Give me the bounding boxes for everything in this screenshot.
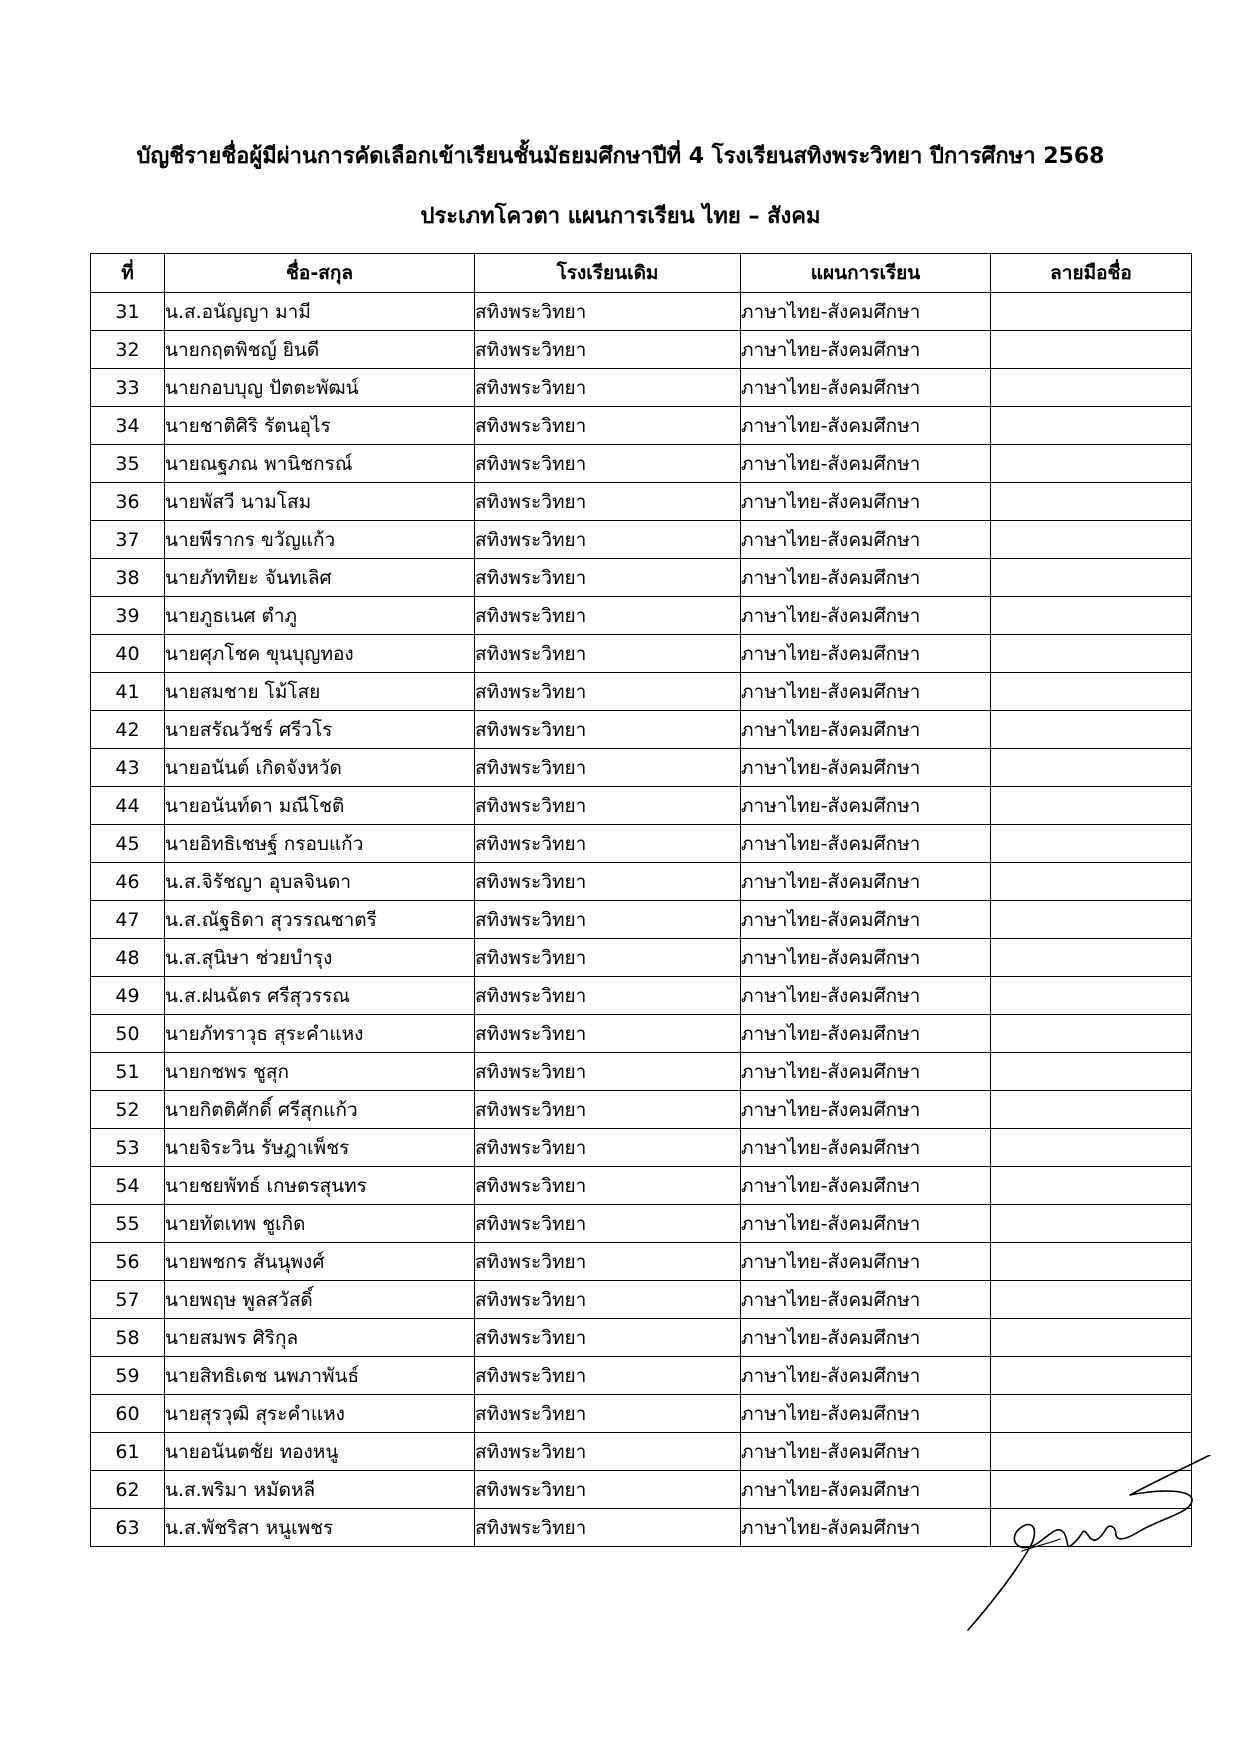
signature-cell — [991, 749, 1192, 787]
study-plan: ภาษาไทย-สังคมศึกษา — [741, 1471, 991, 1509]
table-row — [91, 977, 1192, 1015]
student-name: นายศุภโชค ขุนบุญทอง — [165, 635, 475, 673]
row-number: 46 — [91, 863, 165, 901]
student-name: นายชยพัทธ์ เกษตรสุนทร — [165, 1167, 475, 1205]
former-school: สทิงพระวิทยา — [475, 1167, 741, 1205]
student-name: นายกิตติศักดิ์ ศรีสุกแก้ว — [165, 1091, 475, 1129]
former-school: สทิงพระวิทยา — [475, 863, 741, 901]
study-plan: ภาษาไทย-สังคมศึกษา — [741, 369, 991, 407]
former-school: สทิงพระวิทยา — [475, 1357, 741, 1395]
study-plan: ภาษาไทย-สังคมศึกษา — [741, 1015, 991, 1053]
signature-cell — [991, 1395, 1192, 1433]
row-number: 53 — [91, 1129, 165, 1167]
table-row — [91, 445, 1192, 483]
table-row — [91, 559, 1192, 597]
student-name: น.ส.จิรัชญา อุบลจินดา — [165, 863, 475, 901]
study-plan: ภาษาไทย-สังคมศึกษา — [741, 1509, 991, 1547]
student-name: นายพัสวี นามโสม — [165, 483, 475, 521]
signature-cell — [991, 369, 1192, 407]
table-row — [91, 1167, 1192, 1205]
study-plan: ภาษาไทย-สังคมศึกษา — [741, 1205, 991, 1243]
former-school: สทิงพระวิทยา — [475, 1243, 741, 1281]
former-school: สทิงพระวิทยา — [475, 559, 741, 597]
signature-cell — [991, 521, 1192, 559]
study-plan: ภาษาไทย-สังคมศึกษา — [741, 597, 991, 635]
row-number: 63 — [91, 1509, 165, 1547]
student-name: นายสิทธิเดช นพภาพันธ์ — [165, 1357, 475, 1395]
student-list-table — [90, 253, 1192, 1547]
row-number: 32 — [91, 331, 165, 369]
row-number: 33 — [91, 369, 165, 407]
row-number: 38 — [91, 559, 165, 597]
table-row — [91, 1053, 1192, 1091]
table-row — [91, 521, 1192, 559]
header-former-school: โรงเรียนเดิม — [475, 254, 741, 293]
table-row — [91, 483, 1192, 521]
row-number: 55 — [91, 1205, 165, 1243]
signature-cell — [991, 863, 1192, 901]
study-plan: ภาษาไทย-สังคมศึกษา — [741, 1243, 991, 1281]
signature-cell — [991, 445, 1192, 483]
header-name: ชื่อ-สกุล — [165, 254, 475, 293]
former-school: สทิงพระวิทยา — [475, 977, 741, 1015]
study-plan: ภาษาไทย-สังคมศึกษา — [741, 1091, 991, 1129]
study-plan: ภาษาไทย-สังคมศึกษา — [741, 825, 991, 863]
former-school: สทิงพระวิทยา — [475, 293, 741, 331]
row-number: 57 — [91, 1281, 165, 1319]
former-school: สทิงพระวิทยา — [475, 825, 741, 863]
student-name: น.ส.พริมา หมัดหลี — [165, 1471, 475, 1509]
signature-cell — [991, 825, 1192, 863]
former-school: สทิงพระวิทยา — [475, 1015, 741, 1053]
student-name: น.ส.อนัญญา มามี — [165, 293, 475, 331]
student-name: นายอนันท์ดา มณีโชติ — [165, 787, 475, 825]
student-name: นายกชพร ชูสุก — [165, 1053, 475, 1091]
document-title: บัญชีรายชื่อผู้มีผ่านการคัดเลือกเข้าเรียนชั้นมัธยมศึกษาปีที่ 4 โรงเรียนสทิงพระวิทยา ปีการศึกษา 2568 — [136, 144, 1105, 169]
student-name: นายพีรากร ขวัญแก้ว — [165, 521, 475, 559]
table-row — [91, 331, 1192, 369]
study-plan: ภาษาไทย-สังคมศึกษา — [741, 977, 991, 1015]
study-plan: ภาษาไทย-สังคมศึกษา — [741, 635, 991, 673]
signature-cell — [991, 1129, 1192, 1167]
row-number: 48 — [91, 939, 165, 977]
former-school: สทิงพระวิทยา — [475, 1471, 741, 1509]
student-name: นายกฤตพิชญ์ ยินดี — [165, 331, 475, 369]
student-name: นายภัททิยะ จันทเลิศ — [165, 559, 475, 597]
student-name: น.ส.ฝนฉัตร ศรีสุวรรณ — [165, 977, 475, 1015]
study-plan: ภาษาไทย-สังคมศึกษา — [741, 1129, 991, 1167]
former-school: สทิงพระวิทยา — [475, 407, 741, 445]
signature-cell — [991, 635, 1192, 673]
student-name: นายภูธเนศ ตำภู — [165, 597, 475, 635]
table-row — [91, 1395, 1192, 1433]
study-plan: ภาษาไทย-สังคมศึกษา — [741, 1395, 991, 1433]
former-school: สทิงพระวิทยา — [475, 1129, 741, 1167]
study-plan: ภาษาไทย-สังคมศึกษา — [741, 483, 991, 521]
signature-cell — [991, 1281, 1192, 1319]
table-row — [91, 369, 1192, 407]
study-plan: ภาษาไทย-สังคมศึกษา — [741, 407, 991, 445]
student-name: น.ส.สุนิษา ช่วยบำรุง — [165, 939, 475, 977]
table-row — [91, 635, 1192, 673]
header-study-plan: แผนการเรียน — [741, 254, 991, 293]
student-name: นายกอบบุญ ปัตตะพัฒน์ — [165, 369, 475, 407]
table-row — [91, 293, 1192, 331]
row-number: 44 — [91, 787, 165, 825]
row-number: 31 — [91, 293, 165, 331]
former-school: สทิงพระวิทยา — [475, 939, 741, 977]
study-plan: ภาษาไทย-สังคมศึกษา — [741, 863, 991, 901]
former-school: สทิงพระวิทยา — [475, 1281, 741, 1319]
table-row — [91, 825, 1192, 863]
former-school: สทิงพระวิทยา — [475, 1091, 741, 1129]
table-row — [91, 1205, 1192, 1243]
former-school: สทิงพระวิทยา — [475, 711, 741, 749]
row-number: 56 — [91, 1243, 165, 1281]
study-plan: ภาษาไทย-สังคมศึกษา — [741, 787, 991, 825]
student-name: นายภัทราวุธ สุระคำแหง — [165, 1015, 475, 1053]
row-number: 52 — [91, 1091, 165, 1129]
table-row — [91, 1243, 1192, 1281]
study-plan: ภาษาไทย-สังคมศึกษา — [741, 445, 991, 483]
signature-cell — [991, 1357, 1192, 1395]
row-number: 37 — [91, 521, 165, 559]
signature-cell — [991, 483, 1192, 521]
former-school: สทิงพระวิทยา — [475, 635, 741, 673]
table-row — [91, 1319, 1192, 1357]
signature-cell — [991, 597, 1192, 635]
former-school: สทิงพระวิทยา — [475, 1509, 741, 1547]
row-number: 47 — [91, 901, 165, 939]
header-row — [91, 254, 1192, 293]
row-number: 49 — [91, 977, 165, 1015]
header-number: ที่ — [91, 254, 165, 293]
signature-cell — [991, 1319, 1192, 1357]
student-name: นายพชกร สันนุพงศ์ — [165, 1243, 475, 1281]
signature-cell — [991, 787, 1192, 825]
signature-cell — [991, 293, 1192, 331]
former-school: สทิงพระวิทยา — [475, 445, 741, 483]
study-plan: ภาษาไทย-สังคมศึกษา — [741, 711, 991, 749]
signature-cell — [991, 1167, 1192, 1205]
student-name: นายชาติศิริ รัตนอุไร — [165, 407, 475, 445]
former-school: สทิงพระวิทยา — [475, 1053, 741, 1091]
former-school: สทิงพระวิทยา — [475, 1319, 741, 1357]
table-body — [91, 293, 1192, 1547]
study-plan: ภาษาไทย-สังคมศึกษา — [741, 901, 991, 939]
signature-cell — [991, 673, 1192, 711]
table-row — [91, 1091, 1192, 1129]
header-signature: ลายมือชื่อ — [991, 254, 1192, 293]
former-school: สทิงพระวิทยา — [475, 673, 741, 711]
signature-cell — [991, 559, 1192, 597]
table-row — [91, 1357, 1192, 1395]
former-school: สทิงพระวิทยา — [475, 1205, 741, 1243]
student-name: นายอนันตชัย ทองหนู — [165, 1433, 475, 1471]
row-number: 51 — [91, 1053, 165, 1091]
study-plan: ภาษาไทย-สังคมศึกษา — [741, 331, 991, 369]
table-row — [91, 673, 1192, 711]
study-plan: ภาษาไทย-สังคมศึกษา — [741, 559, 991, 597]
row-number: 35 — [91, 445, 165, 483]
study-plan: ภาษาไทย-สังคมศึกษา — [741, 1167, 991, 1205]
study-plan: ภาษาไทย-สังคมศึกษา — [741, 939, 991, 977]
study-plan: ภาษาไทย-สังคมศึกษา — [741, 1357, 991, 1395]
table-row — [91, 787, 1192, 825]
row-number: 45 — [91, 825, 165, 863]
student-name: นายจิระวิน รัษฎาเพ็ชร — [165, 1129, 475, 1167]
row-number: 58 — [91, 1319, 165, 1357]
row-number: 34 — [91, 407, 165, 445]
signature-cell — [991, 711, 1192, 749]
handwritten-signature — [960, 1455, 1220, 1635]
table-row — [91, 939, 1192, 977]
table-row — [91, 863, 1192, 901]
student-name: นายสุรวุฒิ สุระคำแหง — [165, 1395, 475, 1433]
signature-cell — [991, 939, 1192, 977]
study-plan: ภาษาไทย-สังคมศึกษา — [741, 673, 991, 711]
signature-cell — [991, 1091, 1192, 1129]
former-school: สทิงพระวิทยา — [475, 1433, 741, 1471]
row-number: 54 — [91, 1167, 165, 1205]
study-plan: ภาษาไทย-สังคมศึกษา — [741, 1319, 991, 1357]
signature-cell — [991, 407, 1192, 445]
student-name: นายพฤษ พูลสวัสดิ์ — [165, 1281, 475, 1319]
table-row — [91, 597, 1192, 635]
row-number: 61 — [91, 1433, 165, 1471]
row-number: 42 — [91, 711, 165, 749]
student-name: น.ส.ณัฐธิดา สุวรรณชาตรี — [165, 901, 475, 939]
row-number: 50 — [91, 1015, 165, 1053]
row-number: 36 — [91, 483, 165, 521]
former-school: สทิงพระวิทยา — [475, 331, 741, 369]
row-number: 62 — [91, 1471, 165, 1509]
row-number: 40 — [91, 635, 165, 673]
study-plan: ภาษาไทย-สังคมศึกษา — [741, 521, 991, 559]
student-name: น.ส.พัชริสา หนูเพชร — [165, 1509, 475, 1547]
table-row — [91, 1015, 1192, 1053]
student-name: นายณฐภณ พานิชกรณ์ — [165, 445, 475, 483]
student-name: นายอิทธิเชษฐ์ กรอบแก้ว — [165, 825, 475, 863]
study-plan: ภาษาไทย-สังคมศึกษา — [741, 1433, 991, 1471]
former-school: สทิงพระวิทยา — [475, 521, 741, 559]
signature-cell — [991, 901, 1192, 939]
signature-cell — [991, 1205, 1192, 1243]
study-plan: ภาษาไทย-สังคมศึกษา — [741, 1053, 991, 1091]
study-plan: ภาษาไทย-สังคมศึกษา — [741, 293, 991, 331]
document-subtitle: ประเภทโควตา แผนการเรียน ไทย – สังคม — [420, 204, 821, 229]
table-row — [91, 749, 1192, 787]
table-header — [91, 254, 1192, 293]
table-row — [91, 407, 1192, 445]
former-school: สทิงพระวิทยา — [475, 787, 741, 825]
table-row — [91, 901, 1192, 939]
former-school: สทิงพระวิทยา — [475, 597, 741, 635]
signature-cell — [991, 977, 1192, 1015]
table-row — [91, 711, 1192, 749]
former-school: สทิงพระวิทยา — [475, 901, 741, 939]
signature-cell — [991, 1243, 1192, 1281]
row-number: 41 — [91, 673, 165, 711]
row-number: 60 — [91, 1395, 165, 1433]
row-number: 59 — [91, 1357, 165, 1395]
student-name: นายสรัณวัชร์ ศรีวโร — [165, 711, 475, 749]
former-school: สทิงพระวิทยา — [475, 369, 741, 407]
row-number: 39 — [91, 597, 165, 635]
signature-cell — [991, 1015, 1192, 1053]
table-row — [91, 1129, 1192, 1167]
former-school: สทิงพระวิทยา — [475, 483, 741, 521]
student-name: นายอนันต์ เกิดจังหวัด — [165, 749, 475, 787]
student-name: นายสมชาย โม้โสย — [165, 673, 475, 711]
signature-cell — [991, 1053, 1192, 1091]
study-plan: ภาษาไทย-สังคมศึกษา — [741, 1281, 991, 1319]
study-plan: ภาษาไทย-สังคมศึกษา — [741, 749, 991, 787]
former-school: สทิงพระวิทยา — [475, 749, 741, 787]
table-row — [91, 1281, 1192, 1319]
signature-cell — [991, 331, 1192, 369]
row-number: 43 — [91, 749, 165, 787]
student-name: นายทัตเทพ ชูเกิด — [165, 1205, 475, 1243]
student-name: นายสมพร ศิริกุล — [165, 1319, 475, 1357]
former-school: สทิงพระวิทยา — [475, 1395, 741, 1433]
